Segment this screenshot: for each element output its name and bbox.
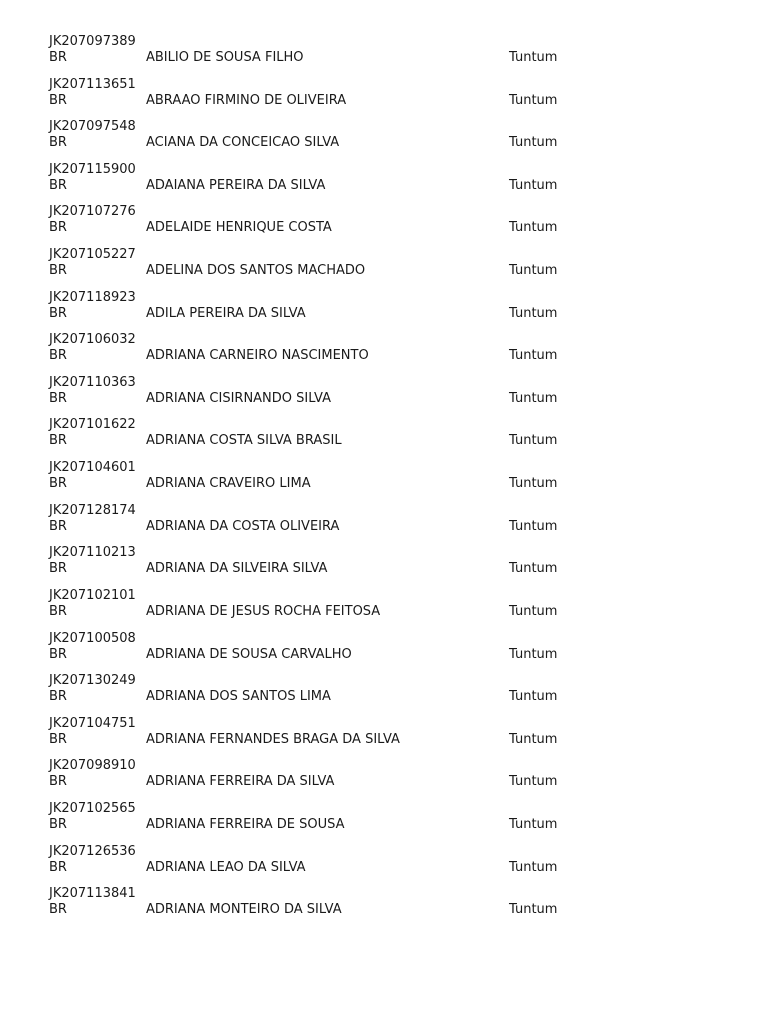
- tracking-code: JK207106032: [49, 332, 136, 348]
- list-item: [0, 587, 768, 630]
- city-name: Tuntum: [509, 689, 558, 705]
- tracking-code: JK207104601: [49, 460, 136, 476]
- country-code: BR: [49, 518, 67, 534]
- recipient-name: ADRIANA DE JESUS ROCHA FEITOSA: [146, 603, 381, 619]
- city-name: Tuntum: [509, 561, 558, 577]
- city-name: Tuntum: [509, 92, 558, 108]
- list-item: [0, 246, 768, 289]
- tracking-code: JK207102101: [49, 587, 136, 603]
- list-item: [0, 843, 768, 886]
- list-item: [0, 715, 768, 758]
- city-name: Tuntum: [509, 135, 558, 151]
- city-name: Tuntum: [509, 731, 558, 747]
- city-name: Tuntum: [509, 859, 558, 875]
- recipient-name: ADRIANA CISIRNANDO SILVA: [146, 390, 332, 406]
- tracking-code: JK207118923: [49, 289, 136, 305]
- recipient-name: ADRIANA MONTEIRO DA SILVA: [146, 902, 342, 918]
- list-item: [0, 289, 768, 332]
- recipient-name: ADRIANA DA COSTA OLIVEIRA: [146, 518, 340, 534]
- document-page: [0, 33, 768, 928]
- list-item: [0, 885, 768, 928]
- list-item: [0, 161, 768, 204]
- city-name: Tuntum: [509, 433, 558, 449]
- tracking-code: JK207126536: [49, 843, 136, 859]
- recipient-name: ADRIANA COSTA SILVA BRASIL: [146, 433, 342, 449]
- country-code: BR: [49, 348, 67, 364]
- list-item: [0, 203, 768, 246]
- recipient-name: ABILIO DE SOUSA FILHO: [146, 50, 304, 65]
- country-code: BR: [49, 816, 67, 832]
- tracking-code: JK207101622: [49, 417, 136, 433]
- tracking-code: JK207130249: [49, 673, 136, 689]
- recipient-name: ADRIANA DE SOUSA CARVALHO: [146, 646, 352, 662]
- tracking-code: JK207113651: [49, 76, 136, 92]
- country-code: BR: [49, 603, 67, 619]
- country-code: BR: [49, 646, 67, 662]
- recipient-name: ACIANA DA CONCEICAO SILVA: [146, 135, 340, 151]
- tracking-code: JK207110363: [49, 374, 136, 390]
- city-name: Tuntum: [509, 816, 558, 832]
- list-item: [0, 76, 768, 119]
- list-item: [0, 800, 768, 843]
- recipient-name: ADRIANA FERREIRA DA SILVA: [146, 774, 335, 790]
- tracking-code: JK207107276: [49, 204, 136, 220]
- list-item: [0, 416, 768, 459]
- list-item: [0, 374, 768, 417]
- recipient-name: ADRIANA FERREIRA DE SOUSA: [146, 816, 345, 832]
- recipient-name: ABRAAO FIRMINO DE OLIVEIRA: [146, 92, 347, 108]
- list-item: [0, 630, 768, 673]
- list-item: [0, 757, 768, 800]
- tracking-code: JK207128174: [49, 502, 136, 518]
- tracking-code: JK207104751: [49, 715, 136, 731]
- country-code: BR: [49, 135, 67, 151]
- recipient-name: ADRIANA DA SILVEIRA SILVA: [146, 561, 328, 577]
- country-code: BR: [49, 92, 67, 108]
- tracking-code: JK207102565: [49, 800, 136, 816]
- country-code: BR: [49, 433, 67, 449]
- recipient-name: ADRIANA LEAO DA SILVA: [146, 859, 306, 875]
- tracking-code: JK207098910: [49, 758, 136, 774]
- country-code: BR: [49, 476, 67, 492]
- list-item: [0, 544, 768, 587]
- city-name: Tuntum: [509, 263, 558, 279]
- recipient-name: ADRIANA DOS SANTOS LIMA: [146, 689, 331, 705]
- list-item: [0, 672, 768, 715]
- country-code: BR: [49, 177, 67, 193]
- recipient-name: ADAIANA PEREIRA DA SILVA: [146, 177, 326, 193]
- country-code: BR: [49, 689, 67, 705]
- tracking-code: JK207097548: [49, 119, 136, 135]
- country-code: BR: [49, 774, 67, 790]
- city-name: Tuntum: [509, 177, 558, 193]
- list-item: [0, 118, 768, 161]
- country-code: BR: [49, 220, 67, 236]
- recipient-name: ADILA PEREIRA DA SILVA: [146, 305, 306, 321]
- country-code: BR: [49, 390, 67, 406]
- list-item: [0, 33, 768, 76]
- list-item: [0, 459, 768, 502]
- city-name: Tuntum: [509, 50, 558, 65]
- city-name: Tuntum: [509, 305, 558, 321]
- country-code: BR: [49, 305, 67, 321]
- tracking-code: JK207100508: [49, 630, 136, 646]
- country-code: BR: [49, 902, 67, 918]
- tracking-code: JK207115900: [49, 161, 136, 177]
- city-name: Tuntum: [509, 646, 558, 662]
- city-name: Tuntum: [509, 348, 558, 364]
- recipient-name: ADELAIDE HENRIQUE COSTA: [146, 220, 332, 236]
- country-code: BR: [49, 561, 67, 577]
- list-item: [0, 331, 768, 374]
- country-code: BR: [49, 263, 67, 279]
- recipient-name: ADRIANA CRAVEIRO LIMA: [146, 476, 311, 492]
- tracking-code: JK207105227: [49, 247, 136, 263]
- tracking-code: JK207110213: [49, 545, 136, 561]
- recipient-name: ADRIANA CARNEIRO NASCIMENTO: [146, 348, 369, 364]
- tracking-code: JK207113841: [49, 886, 136, 902]
- city-name: Tuntum: [509, 476, 558, 492]
- recipient-name: ADELINA DOS SANTOS MACHADO: [146, 263, 366, 279]
- list-item: [0, 502, 768, 545]
- city-name: Tuntum: [509, 603, 558, 619]
- country-code: BR: [49, 50, 67, 65]
- tracking-code: JK207097389: [49, 34, 136, 49]
- city-name: Tuntum: [509, 902, 558, 918]
- city-name: Tuntum: [509, 774, 558, 790]
- country-code: BR: [49, 731, 67, 747]
- recipient-name: ADRIANA FERNANDES BRAGA DA SILVA: [146, 731, 400, 747]
- city-name: Tuntum: [509, 220, 558, 236]
- city-name: Tuntum: [509, 518, 558, 534]
- city-name: Tuntum: [509, 390, 558, 406]
- country-code: BR: [49, 859, 67, 875]
